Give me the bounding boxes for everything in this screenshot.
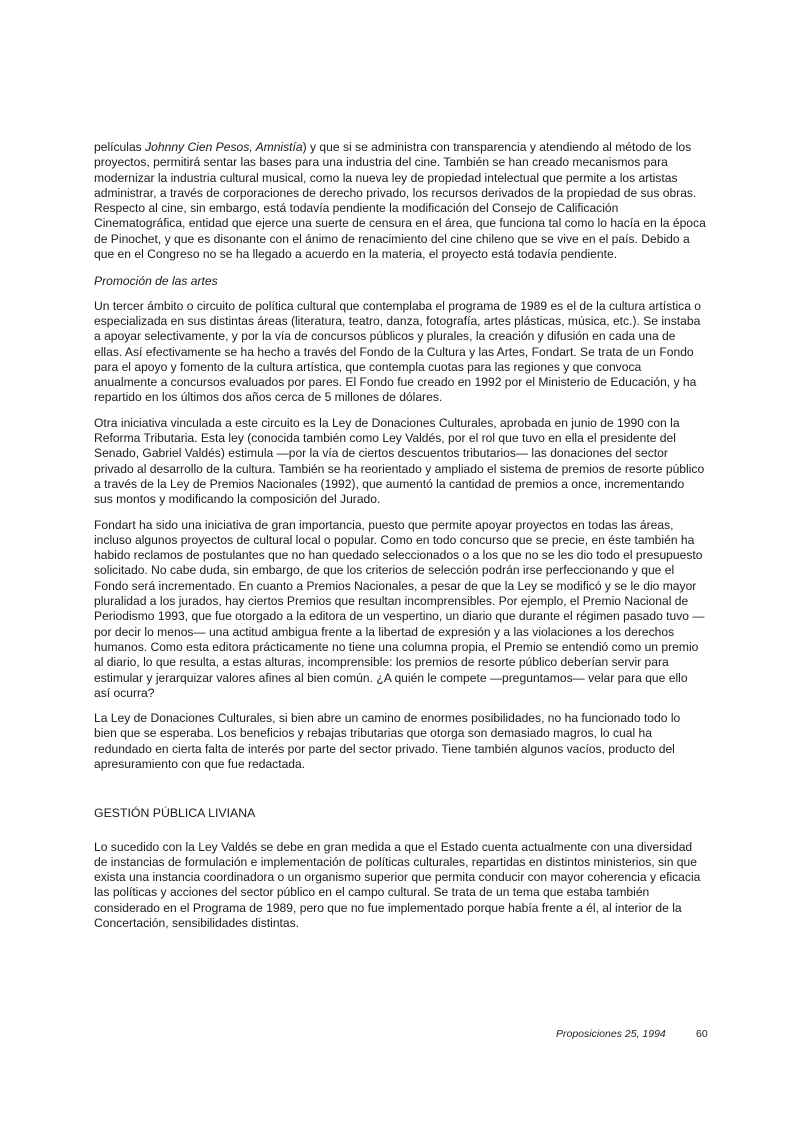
page-number: 60 xyxy=(696,1028,708,1040)
paragraph-cinema xyxy=(94,140,706,262)
paragraph-third-circuit: Un tercer ámbito o circuito de política cultural que contemplaba el programa de 1989 es el de la cultura artística o especializada en sus distintas áreas (literatura, teatro, danza, fotografía, artes plásticas, música, etc.). Se instaba a apoyar selectivamente, y por la vía de concursos públicos y plurales, la creación y difusión en cada una de ellas. Así efectivamente se ha hecho a través del Fondo de la Cultura y las Artes, Fondart. Se trata de un Fondo para el apoyo y fomento de la cultura artística, que contempla cuotas para las regiones y que convoca anualmente a concursos evaluados por pares. El Fondo fue creado en 1992 por el Ministerio de Educación, y ha repartido en los últimos dos años cerca de 5 millones de dólares. xyxy=(94,298,702,405)
paragraph-fondart: Fondart ha sido una iniciativa de gran importancia, puesto que permite apoyar proyectos en todas las áreas, incluso algunos proyectos de cultural local o popular. Como en todo concurso que se precie, en éste también ha habido reclamos de postulantes que no han quedado seleccionados o a los que no se les dio todo el presupuesto solicitado. No cabe duda, sin embargo, de que los criterios de selección podrán irse perfeccionando y que el Fondo será incrementado. En cuanto a Premios Nacionales, a pesar de que la Ley se modificó y se le dio mayor pluralidad a los jurados, hay ciertos Premios que resultan incomprensibles. Por ejemplo, el Premio Nacional de Periodismo 1993, que fue otorgado a la editora de un vespertino, un diario que durante el régimen pasado tuvo —por decir lo menos— una actitud ambigua frente a la libertad de expresión y a las violaciones a los derechos humanos. Como esta editora prácticamente no tiene una columna propia, el Premio se entendió como un premio al diario, lo que resulta, a estas alturas, incomprensible: los premios de resorte público deberían servir para estimular y jerarquizar valores afines al bien común. ¿A quién le compete —preguntamos— velar para que ello así ocurra? xyxy=(94,517,705,700)
paragraph-cinema-start: películas xyxy=(94,140,146,154)
paragraph-donations-assessment: La Ley de Donaciones Culturales, si bien abre un camino de enormes posibilidades, no ha funcionado todo lo bien que se esperaba. Los beneficios y rebajas tributarias que otorga son demasiado magros, lo cual ha redundado en cierta falta de interés por parte del sector privado. Tiene también algunos vacíos, producto del apresuramiento con que fue redactada. xyxy=(94,711,681,771)
paragraph-donations-law: Otra iniciativa vinculada a este circuito es la Ley de Donaciones Culturales, aprobada en junio de 1990 con la Reforma Tributaria. Esta ley (conocida también como Ley Valdés, por el rol que tuvo en ella el presidente del Senado, Gabriel Valdés) estimula —por la vía de ciertos descuentos tributarios— las donaciones del sector privado al desarrollo de la cultura. También se ha reorientado y ampliado el sistema de premios de resorte público a través de la Ley de Premios Nacionales (1992), que aumentó la cantidad de premios a once, incrementando sus montos y modificando la composición del Jurado. xyxy=(94,415,705,507)
footer-journal-citation: Proposiciones 25, 1994 xyxy=(556,1028,666,1040)
film-titles: Johnny Cien Pesos, Amnistía xyxy=(145,140,303,154)
page-footer xyxy=(556,1028,708,1040)
subheading-promotion-of-arts: Promoción de las artes xyxy=(94,274,218,289)
section-title-public-management: GESTIÓN PÚBLICA LIVIANA xyxy=(94,806,256,821)
document-body xyxy=(94,140,706,941)
paragraph-cinema-rest: ) y que si se administra con transparencia y atendiendo al método de los proyectos, permitirá sentar las bases para una industria del cine. También se han creado mecanismos para modernizar la industria cultural musical, como la nueva ley de propiedad intelectual que permite a los artistas administrar, a través de corporaciones de derecho privado, los recursos derivados de la propiedad de sus obras. Respecto al cine, sin embargo, está todavía pendiente la modificación del Consejo de Calificación Cinematográfica, entidad que ejerce una suerte de censura en el área, que funciona tal como lo hacía en la época de Pinochet, y que es disonante con el ánimo de renacimiento del cine chileno que se vive en el país. Debido a que en el Congreso no se ha llegado a acuerdo en la materia, el proyecto está todavía pendiente. xyxy=(94,140,706,262)
paragraph-valdes-law: Lo sucedido con la Ley Valdés se debe en gran medida a que el Estado cuenta actualmente con una diversidad de instancias de formulación e implementación de políticas culturales, repartidas en distintos ministerios, sin que exista una instancia coordinadora o un organismo superior que permita conducir con mayor coherencia y eficacia las políticas y acciones del sector público en el campo cultural. Se trata de un tema que estaba también considerado en el Programa de 1989, pero que no fue implementado porque había frente a él, al interior de la Concertación, sensibilidades distintas. xyxy=(94,839,701,931)
